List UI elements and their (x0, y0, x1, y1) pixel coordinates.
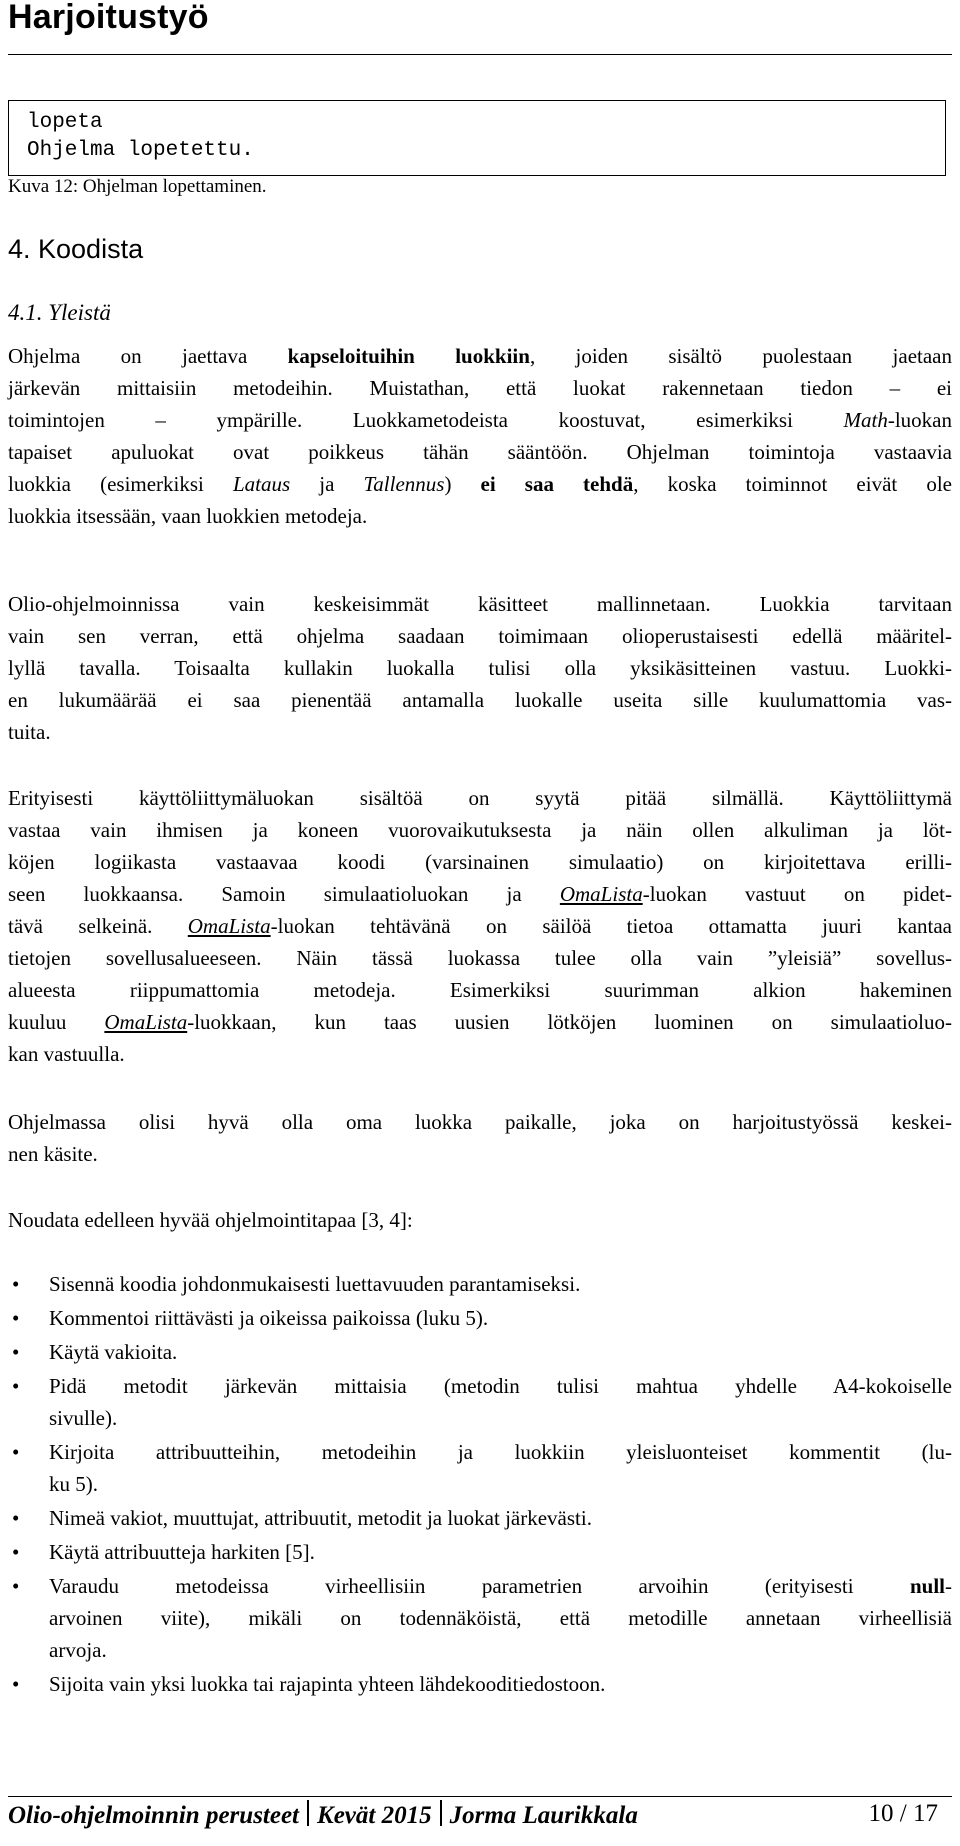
paragraph-line: en lukumäärää ei saa pienentää antamalla luokalle useita sille kuulumattomia vas- (8, 688, 952, 712)
list-item: • Nimeä vakiot, muuttujat, attribuutit, metodit ja luokat järkevästi. (8, 1502, 952, 1534)
bullet-icon: • (12, 1374, 20, 1398)
footer-term: Kevät 2015 (317, 1802, 432, 1829)
bullet-icon: • (12, 1340, 20, 1364)
page-header-title: Harjoitustyö (8, 0, 209, 36)
paragraph-line: järkevän mittaisiin metodeihin. Muistathan, että luokat rakennetaan tiedon – ei (8, 376, 952, 400)
paragraph-line: vain sen verran, että ohjelma saadaan toimimaan olioperustaisesti edellä määritel- (8, 624, 952, 648)
paragraph-line: tietojen sovellusalueeseen. Näin tässä luokassa tulee olla vain ”yleisiä” sovellus- (8, 946, 952, 970)
figure-caption: Kuva 12: Ohjelman lopettaminen. (8, 176, 267, 197)
header-divider (8, 54, 952, 55)
list-item: • Pidä metodit järkevän mittaisia (metodin tulisi mahtua yhdelle A4-kokoiselle sivulle). (8, 1370, 952, 1434)
paragraph-place-class (8, 1106, 952, 1170)
paragraph-line: nen käsite. (8, 1142, 98, 1166)
section-heading: 4. Koodista (8, 234, 144, 264)
list-item: • Sisennä koodia johdonmukaisesti luettavuuden parantamiseksi. (8, 1268, 952, 1300)
paragraph-line: Noudata edelleen hyvää ohjelmointitapaa [3, 4]: (8, 1208, 413, 1232)
paragraph-line: tävä selkeinä. OmaLista-luokan tehtävänä on säilöä tietoa ottamatta juuri kantaa (8, 914, 952, 938)
footer-author: Jorma Laurikkala (449, 1802, 638, 1829)
bullet-icon: • (12, 1506, 20, 1530)
paragraph-line: kuuluu OmaLista-luokkaan, kun taas uusien lötköjen luominen on simulaatioluo- (8, 1010, 952, 1034)
paragraph-line: Erityisesti käyttöliittymäluokan sisältöä on syytä pitää silmällä. Käyttöliittymä (8, 786, 952, 810)
paragraph-line: seen luokkaansa. Samoin simulaatioluokan ja OmaLista-luokan vastuut on pidet- (8, 882, 953, 906)
guideline-list (8, 1268, 952, 1702)
footer-divider (8, 1796, 952, 1797)
paragraph-good-practice-intro (8, 1204, 952, 1236)
list-item: • Käytä attribuutteja harkiten [5]. (8, 1536, 952, 1568)
footer-course: Olio-ohjelmoinnin perusteet (8, 1802, 300, 1829)
bullet-icon: • (12, 1306, 20, 1330)
list-item: • Käytä vakioita. (8, 1336, 952, 1368)
paragraph-line: alueesta riippumattomia metodeja. Esimerkiksi suurimman alkion hakeminen (8, 978, 952, 1002)
subsection-heading: 4.1. Yleistä (8, 300, 111, 325)
bullet-icon: • (12, 1540, 20, 1564)
paragraph-line: luokkia itsessään, vaan luokkien metodeja. (8, 504, 368, 528)
paragraph-line: Ohjelmassa olisi hyvä olla oma luokka paikalle, joka on harjoitustyössä keskei- (8, 1110, 952, 1134)
paragraph-line: toimintojen – ympärille. Luokkametodeista koostuvat, esimerkiksi Math-luokan (8, 408, 952, 432)
code-example-box (8, 100, 946, 176)
code-line: lopeta (27, 111, 103, 134)
page-footer (8, 1800, 952, 1830)
list-item: • Kommentoi riittävästi ja oikeissa paikoissa (luku 5). (8, 1302, 952, 1334)
bullet-icon: • (12, 1272, 20, 1296)
code-line: Ohjelma lopetettu. (27, 139, 254, 162)
list-item: • Sijoita vain yksi luokka tai rajapinta yhteen lähdekooditiedostoon. (8, 1668, 952, 1700)
paragraph-line: vastaa vain ihmisen ja koneen vuorovaikutuksesta ja näin ollen alkuliman ja löt- (8, 818, 952, 842)
bullet-icon: • (12, 1672, 20, 1696)
list-item: • Varaudu metodeissa virheellisiin parametrien arvoihin (erityisesti null- arvoinen viite), mikäli on todennäköistä, että metodille annetaan virheellisiä arvoja. (8, 1570, 952, 1666)
paragraph-line: tuita. (8, 720, 51, 744)
paragraph-oo-modelling (8, 588, 952, 748)
paragraph-line: luokkia (esimerkiksi Lataus ja Tallennus) ei saa tehdä, koska toiminnot eivät ole (8, 472, 952, 496)
bullet-icon: • (12, 1440, 20, 1464)
paragraph-line: lyllä tavalla. Toisaalta kullakin luokalla tulisi olla yksikäsitteinen vastuu. Luokki- (8, 656, 952, 680)
paragraph-general (8, 340, 952, 532)
footer-separator (307, 1800, 309, 1826)
footer-separator (440, 1800, 442, 1826)
paragraph-line: Ohjelma on jaettava kapseloituihin luokkiin, joiden sisältö puolestaan jaetaan (8, 344, 952, 368)
paragraph-line: köjen logiikasta vastaavaa koodi (varsinainen simulaatio) on kirjoitettava erilli- (8, 850, 952, 874)
list-item: • Kirjoita attribuutteihin, metodeihin ja luokkiin yleisluonteiset kommentit (lu- ku 5). (8, 1436, 952, 1500)
paragraph-line: tapaiset apuluokat ovat poikkeus tähän sääntöön. Ohjelman toimintoja vastaavia (8, 440, 952, 464)
bullet-icon: • (12, 1574, 20, 1598)
paragraph-ui-class (8, 782, 952, 1070)
paragraph-line: kan vastuulla. (8, 1042, 125, 1066)
paragraph-line: Olio-ohjelmoinnissa vain keskeisimmät käsitteet mallinnetaan. Luokkia tarvitaan (8, 592, 952, 616)
page-number: 10 / 17 (868, 1800, 938, 1827)
